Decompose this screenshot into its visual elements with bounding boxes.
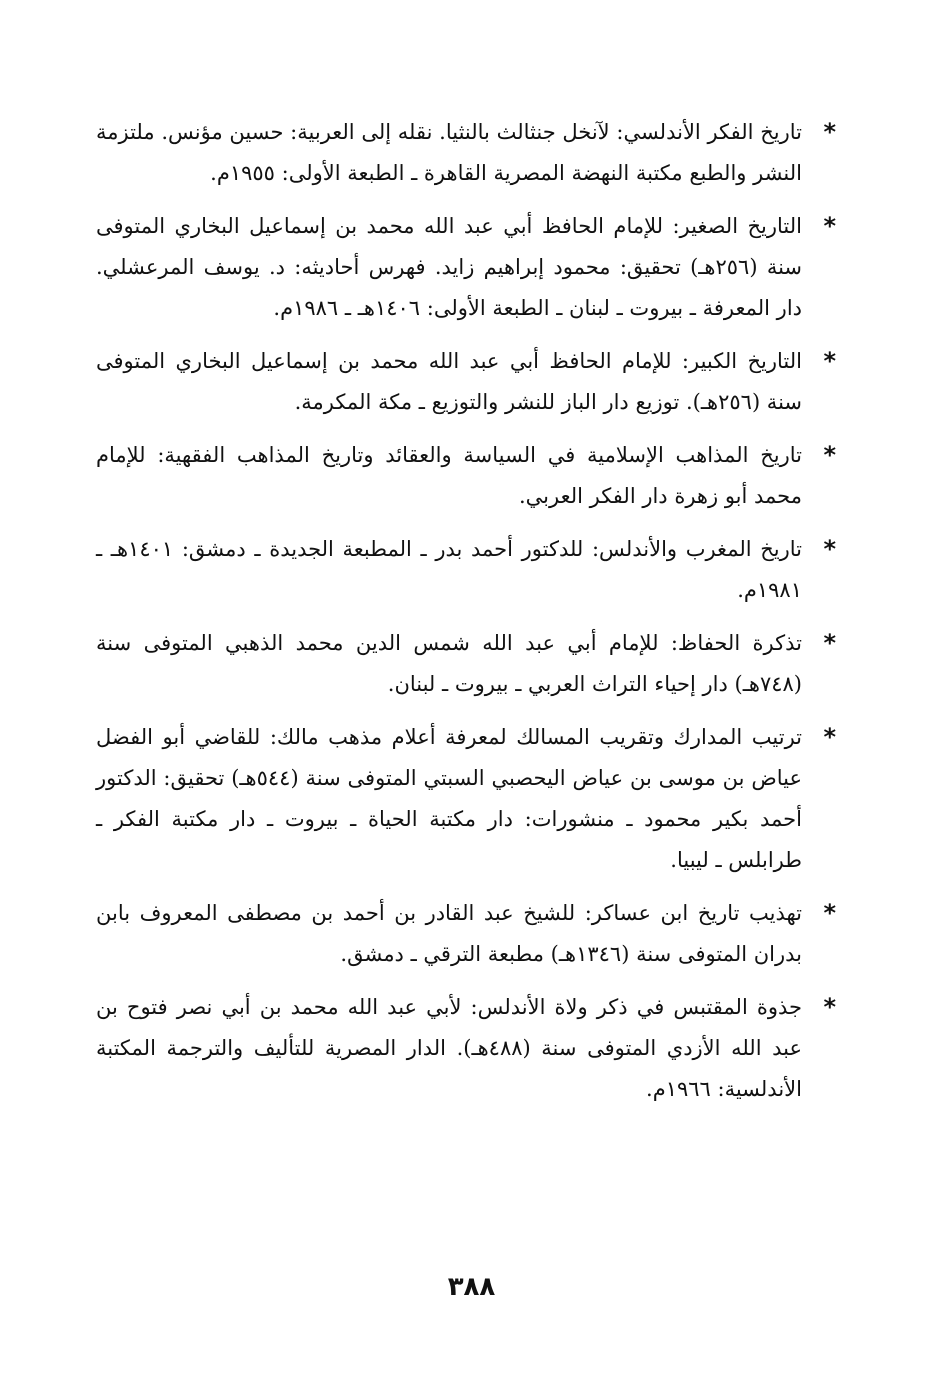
entry-text: ترتيب المدارك وتقريب المسالك لمعرفة أعلام مذهب مالك: للقاضي أبو الفضل عياض بن موسى بن عياض اليحصبي السبتي المتوفى سنة (٥٤٤هـ) تحقيق: الدكتور أحمد بكير محمود ـ منشورات: دار مكتبة الحياة ـ بيروت ـ دار مكتبة الفكر ـ طرابلس ـ ليبيا. xyxy=(96,725,802,872)
entry-text: تاريخ الفكر الأندلسي: لآنخل جنثالث بالنثيا. نقله إلى العربية: حسين مؤنس. ملتزمة النشر والطبع مكتبة النهضة المصرية القاهرة ـ الطبعة الأولى: ١٩٥٥م. xyxy=(96,120,802,185)
bullet-star-icon: * xyxy=(823,723,836,751)
bibliography-entry xyxy=(96,529,836,611)
bibliography-entry xyxy=(96,987,836,1110)
entry-text: التاريخ الكبير: للإمام الحافظ أبي عبد الله محمد بن إسماعيل البخاري المتوفى سنة (٢٥٦هـ). توزيع دار الباز للنشر والتوزيع ـ مكة المكرمة. xyxy=(96,349,802,414)
bibliography-entry xyxy=(96,341,836,423)
bullet-star-icon: * xyxy=(823,347,836,375)
bibliography-entry xyxy=(96,206,836,329)
bibliography-entry xyxy=(96,717,836,881)
entry-text: تاريخ المغرب والأندلس: للدكتور أحمد بدر ـ المطبعة الجديدة ـ دمشق: ١٤٠١هـ ـ ١٩٨١م. xyxy=(96,537,803,602)
bibliography-list xyxy=(96,112,836,1122)
bullet-star-icon: * xyxy=(823,441,836,469)
bibliography-entry xyxy=(96,112,836,194)
bullet-star-icon: * xyxy=(823,535,836,563)
bullet-star-icon: * xyxy=(823,212,836,240)
bibliography-entry xyxy=(96,623,836,705)
entry-text: تهذيب تاريخ ابن عساكر: للشيخ عبد القادر بن أحمد بن مصطفى المعروف بابن بدران المتوفى سنة (١٣٤٦هـ) مطبعة الترقي ـ دمشق. xyxy=(96,901,802,966)
entry-text: جذوة المقتبس في ذكر ولاة الأندلس: لأبي عبد الله محمد بن أبي نصر فتوح بن عبد الله الأزدي المتوفى سنة (٤٨٨هـ). الدار المصرية للتأليف والترجمة المكتبة الأندلسية: ١٩٦٦م. xyxy=(96,995,802,1101)
bullet-star-icon: * xyxy=(823,899,836,927)
entry-text: تاريخ المذاهب الإسلامية في السياسة والعقائد وتاريخ المذاهب الفقهية: للإمام محمد أبو زهرة دار الفكر العربي. xyxy=(96,443,802,508)
bullet-star-icon: * xyxy=(823,629,836,657)
bullet-star-icon: * xyxy=(823,993,836,1021)
entry-text: التاريخ الصغير: للإمام الحافظ أبي عبد الله محمد بن إسماعيل البخاري المتوفى سنة (٢٥٦هـ) تحقيق: محمود إبراهيم زايد. فهرس أحاديثه: د. يوسف المرعشلي. دار المعرفة ـ بيروت ـ لبنان ـ الطبعة الأولى: ١٤٠٦هـ ـ ١٩٨٦م. xyxy=(96,214,803,320)
page-number: ٣٨٨ xyxy=(447,1272,496,1302)
bibliography-entry xyxy=(96,435,836,517)
entry-text: تذكرة الحفاظ: للإمام أبي عبد الله شمس الدين محمد الذهبي المتوفى سنة (٧٤٨هـ) دار إحياء التراث العربي ـ بيروت ـ لبنان. xyxy=(96,631,802,696)
bullet-star-icon: * xyxy=(823,118,836,146)
bibliography-entry xyxy=(96,893,836,975)
